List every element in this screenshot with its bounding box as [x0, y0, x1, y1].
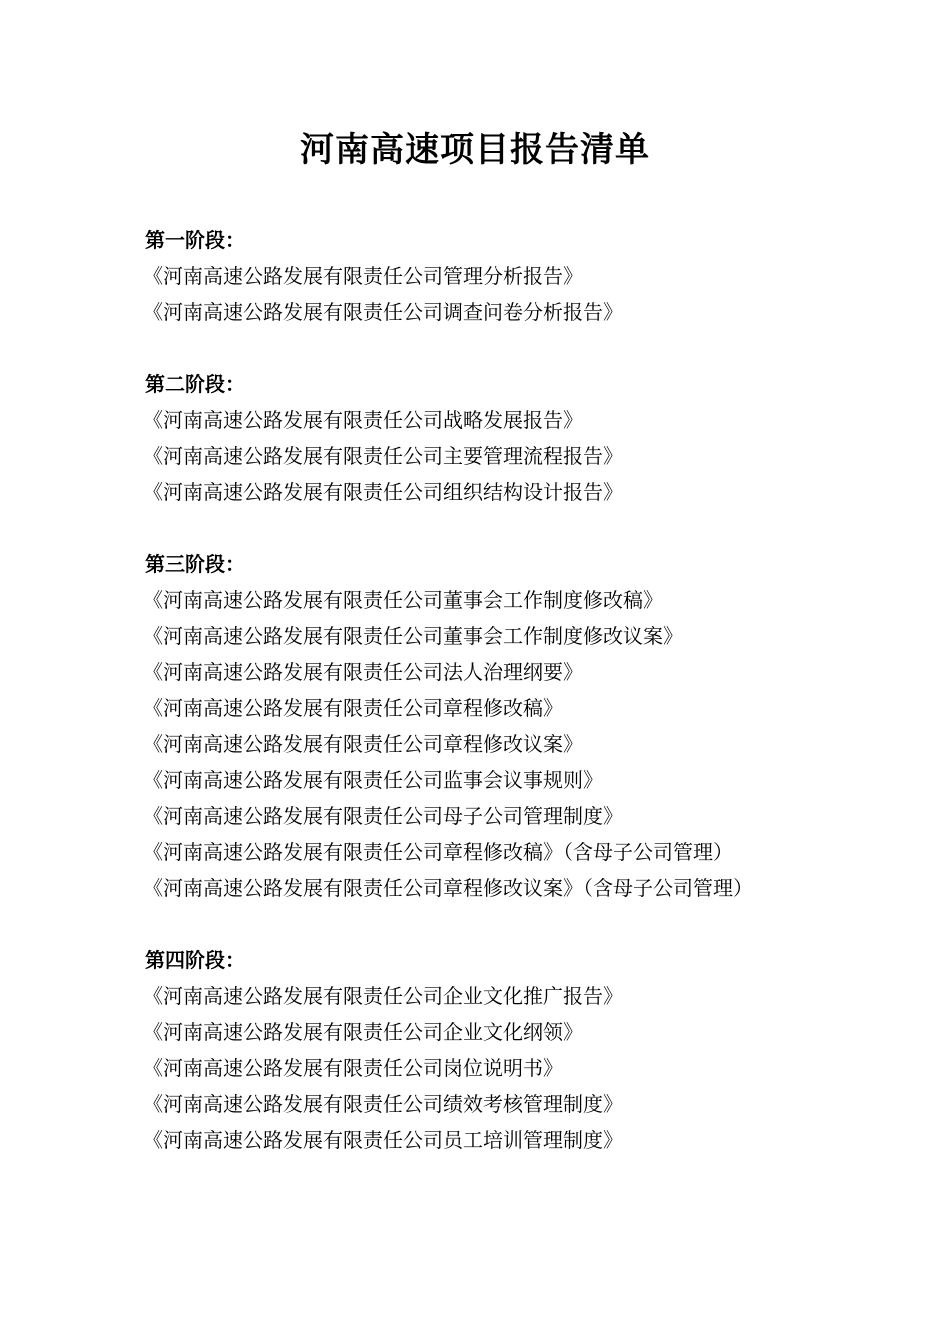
section-heading: 第一阶段：	[145, 228, 245, 252]
report-item: 《河南高速公路发展有限责任公司企业文化纲领》	[143, 1020, 583, 1044]
report-item: 《河南高速公路发展有限责任公司董事会工作制度修改稿》	[143, 588, 663, 612]
section-stage-3	[145, 546, 815, 906]
report-item: 《河南高速公路发展有限责任公司主要管理流程报告》	[143, 444, 623, 468]
report-item: 《河南高速公路发展有限责任公司法人治理纲要》	[143, 660, 583, 684]
section-stage-4	[145, 942, 815, 1158]
report-item: 《河南高速公路发展有限责任公司监事会议事规则》	[143, 768, 603, 792]
report-item: 《河南高速公路发展有限责任公司组织结构设计报告》	[143, 480, 623, 504]
document-title: 河南高速项目报告清单	[300, 130, 650, 170]
report-item: 《河南高速公路发展有限责任公司母子公司管理制度》	[143, 804, 623, 828]
report-item: 《河南高速公路发展有限责任公司章程修改稿》（含母子公司管理）	[143, 840, 733, 864]
report-item: 《河南高速公路发展有限责任公司岗位说明书》	[143, 1056, 563, 1080]
section-heading: 第二阶段：	[145, 372, 245, 396]
report-item: 《河南高速公路发展有限责任公司董事会工作制度修改议案》	[143, 624, 683, 648]
section-heading: 第四阶段：	[145, 948, 245, 972]
section-stage-2	[145, 366, 815, 510]
report-item: 《河南高速公路发展有限责任公司战略发展报告》	[143, 408, 583, 432]
report-item: 《河南高速公路发展有限责任公司绩效考核管理制度》	[143, 1092, 623, 1116]
report-item: 《河南高速公路发展有限责任公司管理分析报告》	[143, 264, 583, 288]
report-item: 《河南高速公路发展有限责任公司员工培训管理制度》	[143, 1128, 623, 1152]
report-item: 《河南高速公路发展有限责任公司章程修改稿》	[143, 696, 563, 720]
section-stage-1	[145, 222, 815, 330]
section-heading: 第三阶段：	[145, 552, 245, 576]
report-item: 《河南高速公路发展有限责任公司章程修改议案》	[143, 732, 583, 756]
document-body	[145, 222, 815, 1194]
report-item: 《河南高速公路发展有限责任公司调查问卷分析报告》	[143, 300, 623, 324]
report-item: 《河南高速公路发展有限责任公司企业文化推广报告》	[143, 984, 623, 1008]
report-item: 《河南高速公路发展有限责任公司章程修改议案》（含母子公司管理）	[143, 876, 753, 900]
